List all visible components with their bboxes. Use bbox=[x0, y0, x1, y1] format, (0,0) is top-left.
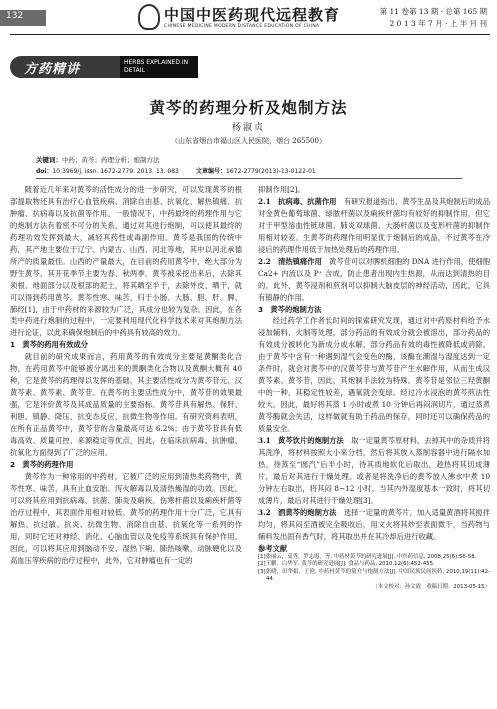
left-column bbox=[10, 184, 242, 567]
journal-name: 中国中医药现代远程教育 bbox=[164, 6, 341, 24]
article-number-block bbox=[196, 166, 316, 175]
continued-text: 抑制作用[2]。 bbox=[258, 185, 305, 194]
journal-name-en: CHINESE MEDICINE MODERN DISTANCE EDUCATION OF CHINA bbox=[164, 24, 320, 29]
section-title: 方药精讲 bbox=[24, 62, 81, 77]
section-banner-title-box bbox=[10, 56, 120, 78]
subsection-heading-2-2: 2.2 清热镇痛作用 bbox=[258, 256, 322, 266]
section-heading-2: 2 黄芩的药理作用 bbox=[10, 459, 74, 469]
author-affiliation: （山东省烟台市福山区人民医院，烟台 265500） bbox=[171, 137, 326, 145]
header-divider bbox=[10, 34, 490, 35]
doi-label: doi： bbox=[36, 168, 53, 175]
section-3-paragraph: 经过药学工作者长时间的探索研究发现，通过对中药原材料给予水浸加辅料、火制等处理，部分药品的有效成分就会被溶出，部分药品的有效成分被转化为新成分或水解，部分药品有效的毒性被降低或消除。由于黄芩中含有一种遇到湿气会变色的酶，该酶在潮湿与湿度达到一定条件时，就会对黄芩中的汉黄芩苷与黄芩苷产生水解作用，从而生成汉黄芩素、黄芩苷，因此，其炮制手法较为特殊。黄芩苷是邻位三羟黄酮中的一种，其稳定性较差，遇氧就会变绿。经过冷水浸泡的黄芩煎法性较大。因此，最好将其蒸 1 小时或煮 10 分钟后再闷润切片，通过蒸煮黄芩酶就会失活，这样做就有助于药品的保存，同时还可以确保药品的质量安全。 bbox=[258, 316, 490, 434]
article-number: 1672-2779(2013)-13-0122-01 bbox=[226, 168, 316, 175]
doi: 10.3969/j. issn. 1672-2779. 2013. 13. 083 bbox=[52, 168, 179, 175]
section-2-paragraph: 黄芩作为一种常用的中药材，它被广泛的应用到清热类药物中，黄芩性寒、味苦，具有止血安胎、泻火解毒以及清热燥湿的功效。因此，可以将其应用到抗病毒、抗菌、肺炎及痢疾。伤寒杆菌以及痢疾杆菌等治疗过程中，其表面作用相对较低。黄芩的药理作用十分广泛，它具有解热、抗过敏、抗炎、抗微生物、消除自由基、抗氧化等一系列的作用，同时它还对神经、消化、心脑血管以及免疫等系统具有保护作用。因此，可以将其应用到脑动不安、湿热下痢、肺热咳嗽，动脉硬化以及高血压等疾病的治疗过程中，此外，它对肿瘤也有一定的 bbox=[10, 471, 242, 565]
subsection-2-1-text: 有研究报道指出，黄芩生品及其炮制后的成品对金黄色葡萄球菌、绿脓杆菌以及痢疾杆菌均有较好的抑制作用，但它对于甲型溶血性链球菌、肺炎双球菌、大肠杆菌以及变形杆菌的抑制作用相对较差。生黄芩的药理作用明显优于炮制后的成品，不过黄芩在冷浸后的药理作用低于加热处理后的药理作用。 bbox=[258, 196, 490, 254]
section-heading-3: 3 黄芩的炮制方法 bbox=[258, 304, 322, 314]
section-heading-1: 1 黄芩的药用有效成分 bbox=[10, 340, 89, 350]
subsection-3-1-text: 取一定量黄芩原材料，去掉其中的杂质并将其洗净，将材料按照大小来分档，然后将其放入蒸制容器中进行隔水加热，待蒸至“圆汽”后半小时，待其质地软化后取出，趁热将其切成薄片，最后对其进行干燥处理。或者是将洗净后的黄芩放入沸水中煮 10 分钟左右取出，将其闷 8~12 小时，当其内外湿度基本一致时，将其切成薄片，最后对其进行干燥处理[3]。 bbox=[258, 436, 490, 505]
issue-date: 2 0 1 3 年 7 月 · 上 半 月 刊 bbox=[389, 19, 487, 28]
subsection-heading-3-2: 3.2 酒黄芩的炮制方法 bbox=[258, 507, 337, 517]
issue-info: 第 11 卷第 13 期 · 总第 165 期 bbox=[379, 7, 487, 16]
keywords: 中药；黄芩；药理分析；炮制方法 bbox=[62, 156, 160, 164]
page-number: 132 bbox=[6, 11, 24, 21]
subsection-2-2-text: 黄芩苷可以对脾机细胞的 DNA 进行作用，使细胞 Ca2+ 内流以及 P⁺ 含成，防止患者出现内生热源，从而达到清热的目的。此外，黄芩浸剂和煎剂可以抑制大脑皮层的神经活动，因此，它具有镇静的作用。 bbox=[258, 256, 490, 302]
references-list bbox=[258, 554, 490, 592]
article-number-label: 文章编号： bbox=[196, 168, 227, 175]
subsection-heading-2-1: 2.1 抗病毒、抗菌作用 bbox=[258, 196, 337, 206]
article-title: 黄芩的药理分析及炮制方法 bbox=[149, 98, 348, 117]
section-banner-subtitle-box bbox=[120, 56, 198, 78]
keywords-label: 关键词： bbox=[36, 156, 62, 164]
section-subtitle: HERBS EXPLAINED IN DETAIL bbox=[124, 59, 189, 74]
doi-line bbox=[36, 166, 466, 175]
reference-item: [2]王鹏，白华军. 黄芩的研究进展[J]. 食品与药品, 2010,12(6):452-455. bbox=[258, 561, 435, 568]
right-column bbox=[258, 184, 490, 591]
section-1-paragraph: 就目前的研究成果而言，药用黄芩的有效成分主要是黄酮类化合物，在药用黄芩中能够被分离出来的黄酮类化合物以及黄酮大概有 40 种，它是黄芩的药理得以发挥的基础，其主要活性成分为黄芩苷元、汉黄芩素、黄芩素、黄芩苷。在黄芩的主要活性成分中，黄芩苷的效果最强，它是评价黄芩及其成品质量的主要指标。黄芩苷具有解热、保肝、利胆、镇静、降压、抗变态反应、抗微生物等作用。有研究资料表明，在所有正品黄芩中，黄芩苷的含量最高可达 6.2%；由于黄芩苷具有低毒高效、质量可控、来源稳定等优点，因此，在临床抗病毒、抗肿瘤、抗氧化方面得到了广泛的应用。 bbox=[10, 352, 242, 457]
reference-item: [3]张晓，田华娟，王艳. 中药材黄芩的简介与炮制方法[J]. 中国民族民间医药, 2010,19(11):42-44. bbox=[258, 568, 490, 583]
editor-note: （本文校对：孙文霞 收稿日期：2013-05-15） bbox=[372, 583, 490, 590]
reference-item: [1]张丽云，高秀，罗志霞，等. 中药材黄芩的研究进展[J]. 中医药信息, 2008,25(6):56-58. bbox=[258, 553, 477, 560]
section-banner bbox=[10, 56, 200, 78]
references-title: 参考文献 bbox=[258, 543, 288, 553]
journal-header bbox=[0, 0, 497, 38]
page-number-box bbox=[0, 10, 46, 26]
article-author: 杨淑贞 bbox=[231, 123, 265, 133]
meta-divider bbox=[36, 178, 462, 179]
journal-logo-icon bbox=[138, 4, 160, 30]
keywords-line bbox=[36, 155, 160, 164]
subsection-3-2-text: 选择一定量的黄芩片，加入适量黄酒将其搅拌均匀，将其闷至酒被完全吸收后，用文火将其炒至表面微干，当药物与辅料发出固有香气时，将其取出并在其冷却后进行收藏。 bbox=[258, 507, 490, 541]
subsection-heading-3-1: 3.1 黄芩饮片的炮制方法 bbox=[258, 436, 344, 446]
intro-paragraph: 随着近几年来对黄芩的活性成分的进一步研究，可以发现黄芩的根部提取物还具有治疗心血管疾病、消除自由基、抗氧化、解热镇痛、抗肿瘤、抗病毒以及抗菌等作用。一般情况下，中药最终的药理作用与它的炮制方法有着密不可分的关系，通过对其进行炮制，可以使其最终的药理功效发挥到最大，减轻其药性或毒副作用。黄芩是我国的传统中药，其产地主要位于辽宁、内蒙古、山西、河北等地，其中以河北承德所产的质量最佳。山西的产量最大，在目前的药用黄芩中，绝大部分为野生黄芩，其开花季节主要为春、秋两季。黄芩被采挖出来后，去除其须根、地面部分以及根部的泥土，将其晒至半干，去除外皮，晒干，就可以得到药用黄芩。黄芩性寒、味苦，归于小肠、大肠、胆、肝、脾、肺经[1]，由于中药材的来源较为广泛，其成分也较为复杂。因此，在各类中药进行炮制的过程中，一定要利用现代化科学技术来对其炮制方法进行论证，以此来确保炮制后的中药具有较高的效力。 bbox=[10, 185, 242, 338]
